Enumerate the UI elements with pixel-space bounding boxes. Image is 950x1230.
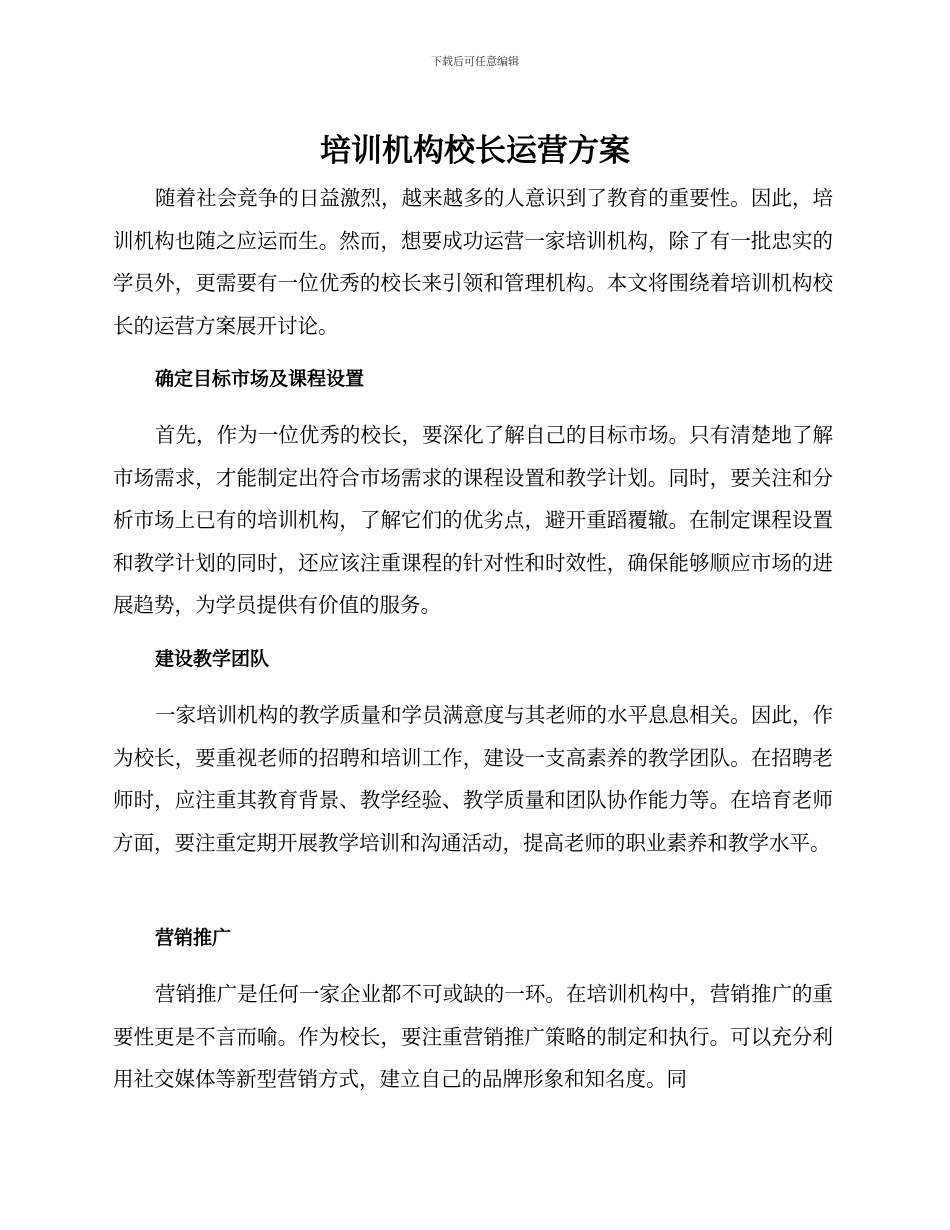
document-title: 培训机构校长运营方案 — [320, 133, 630, 169]
section-paragraph-teaching-team: 一家培训机构的教学质量和学员满意度与其老师的水平息息相关。因此，作为校长，要重视老师的招聘和培训工作，建设一支高素养的教学团队。在招聘老师时，应注重其教育背景、教学经验、教学质量和团队协作能力等。在培育老师方面，要注重定期开展教学培训和沟通活动，提高老师的职业素养和教学水平。 — [113, 703, 833, 855]
section-heading-target-market: 确定目标市场及课程设置 — [155, 368, 365, 390]
header-note: 下载后可任意编辑 — [431, 55, 519, 68]
section-paragraph-target-market: 首先，作为一位优秀的校长，要深化了解自己的目标市场。只有清楚地了解市场需求，才能制定出符合市场需求的课程设置和教学计划。同时，要关注和分析市场上已有的培训机构，了解它们的优劣点，避开重蹈覆辙。在制定课程设置和教学计划的同时，还应该注重课程的针对性和时效性，确保能够顺应市场的进展趋势，为学员提供有价值的服务。 — [113, 423, 833, 617]
intro-paragraph: 随着社会竞争的日益激烈，越来越多的人意识到了教育的重要性。因此，培训机构也随之应运而生。然而，想要成功运营一家培训机构，除了有一批忠实的学员外，更需要有一位优秀的校长来引领和管理机构。本文将围绕着培训机构校长的运营方案展开讨论。 — [113, 186, 833, 338]
section-paragraph-marketing: 营销推广是任何一家企业都不可或缺的一环。在培训机构中，营销推广的重要性更是不言而喻。作为校长，要注重营销推广策略的制定和执行。可以充分利用社交媒体等新型营销方式，建立自己的品牌形象和知名度。同 — [113, 982, 833, 1091]
section-heading-marketing: 营销推广 — [155, 927, 232, 949]
section-heading-teaching-team: 建设教学团队 — [155, 648, 270, 670]
